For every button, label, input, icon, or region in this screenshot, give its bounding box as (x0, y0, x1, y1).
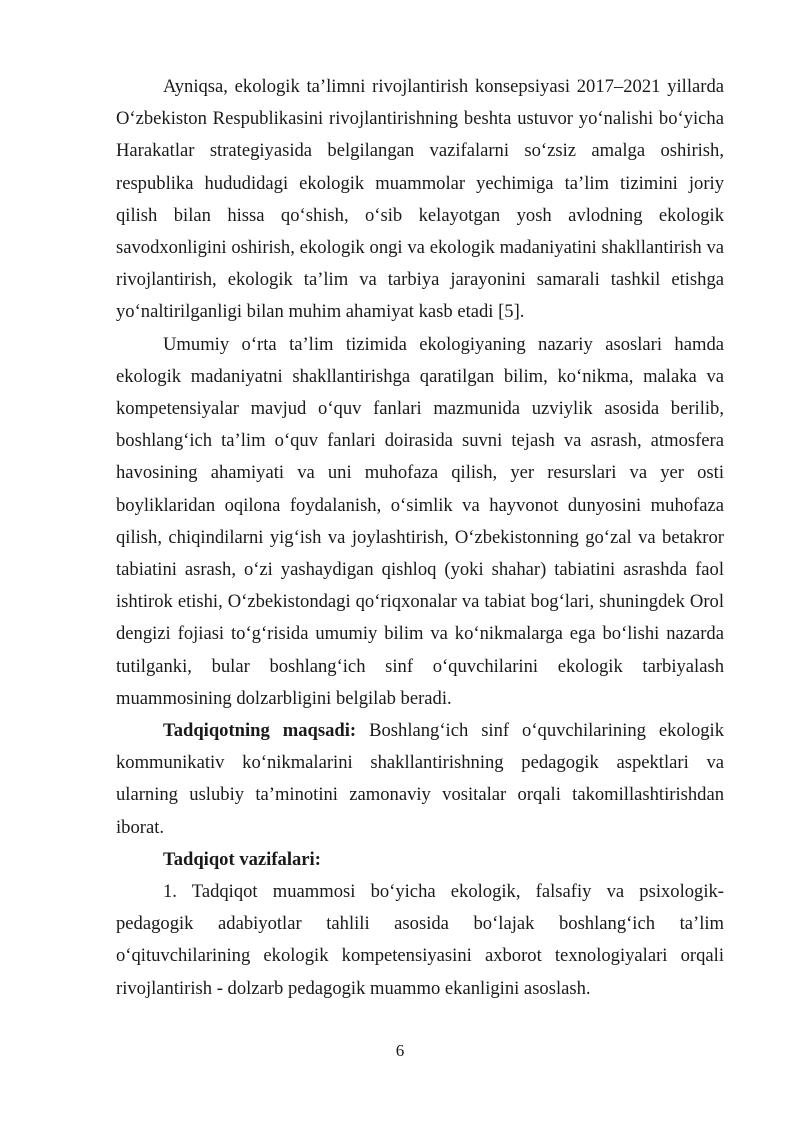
paragraph-research-tasks-heading (116, 844, 724, 876)
research-tasks-heading: Tadqiqot vazifalari: (163, 848, 321, 870)
document-body (116, 71, 724, 1005)
page-number: 6 (395, 1041, 405, 1060)
paragraph-text: Umumiy o‘rta ta’lim tizimida ekologiyaning nazariy asoslari hamda ekologik madaniyatni shakllantirishga qaratilgan bilim, ko‘nikma, malaka va kompetensiyalar mavjud o‘quv fanlari mazmunida uzviylik asosida berilib, boshlang‘ich ta’lim o‘quv fanlari doirasida suvni tejash va asrash, atmosfera havosining ahamiyati va uni muhofaza qilish, yer resurslari va yer osti boyliklaridan oqilona foydalanish, o‘simlik va hayvonot dunyosini muhofaza qilish, chiqindilarni yig‘ish va joylashtirish, O‘zbekistonning go‘zal va betakror tabiatini asrash, o‘zi yashaydigan qishloq (yoki shahar) tabiatini asrashda faol ishtirok etishi, O‘zbekistondagi qo‘riqxonalar va tabiat bog‘lari, shuningdek Orol dengizi fojiasi to‘g‘risida umumiy bilim va ko‘nikmalarga ega bo‘lishi nazarda tutilganki, bular boshlang‘ich sinf o‘quvchilarini ekologik tarbiyalash muammosining dolzarbligini belgilab beradi. (116, 333, 724, 709)
paragraph-ecological-education-concept (116, 71, 724, 329)
research-goal-heading: Tadqiqotning maqsadi: (163, 720, 357, 742)
paragraph-research-task-1 (116, 876, 724, 1005)
paragraph-research-goal (116, 715, 724, 844)
paragraph-general-secondary-education (116, 329, 724, 715)
research-goal-text: Boshlang‘ich sinf o‘quvchilarining ekologik kommunikativ ko‘nikmalarini shakllantirishning pedagogik aspektlari va ularning uslubiy ta’minotini zamonaviy vositalar orqali takomillashtirishdan iborat. (116, 720, 724, 838)
research-task-1-text: 1. Tadqiqot muammosi bo‘yicha ekologik, falsafiy va psixologik-pedagogik adabiyotlar tahlili asosida bo‘lajak boshlang‘ich ta’lim o‘qituvchilarining ekologik kompetensiyasini axborot texnologiyalari orqali rivojlantirish - dolzarb pedagogik muammo ekanligini asoslash. (116, 881, 724, 999)
paragraph-text: Ayniqsa, ekologik ta’limni rivojlantirish konsepsiyasi 2017–2021 yillarda O‘zbekiston Respublikasini rivojlantirishning beshta ustuvor yo‘nalishi bo‘yicha Harakatlar strategiyasida belgilangan vazifalarni so‘zsiz amalga oshirish, respublika hududidagi ekologik muammolar yechimiga ta’lim tizimini joriy qilish bilan hissa qo‘shish, o‘sib kelayotgan yosh avlodning ekologik savodxonligini oshirish, ekologik ongi va ekologik madaniyatini shakllantirish va rivojlantirish, ekologik ta’lim va tarbiya jarayonini samarali tashkil etishga yo‘naltirilganligi bilan muhim ahamiyat kasb etadi [5]. (116, 76, 724, 323)
